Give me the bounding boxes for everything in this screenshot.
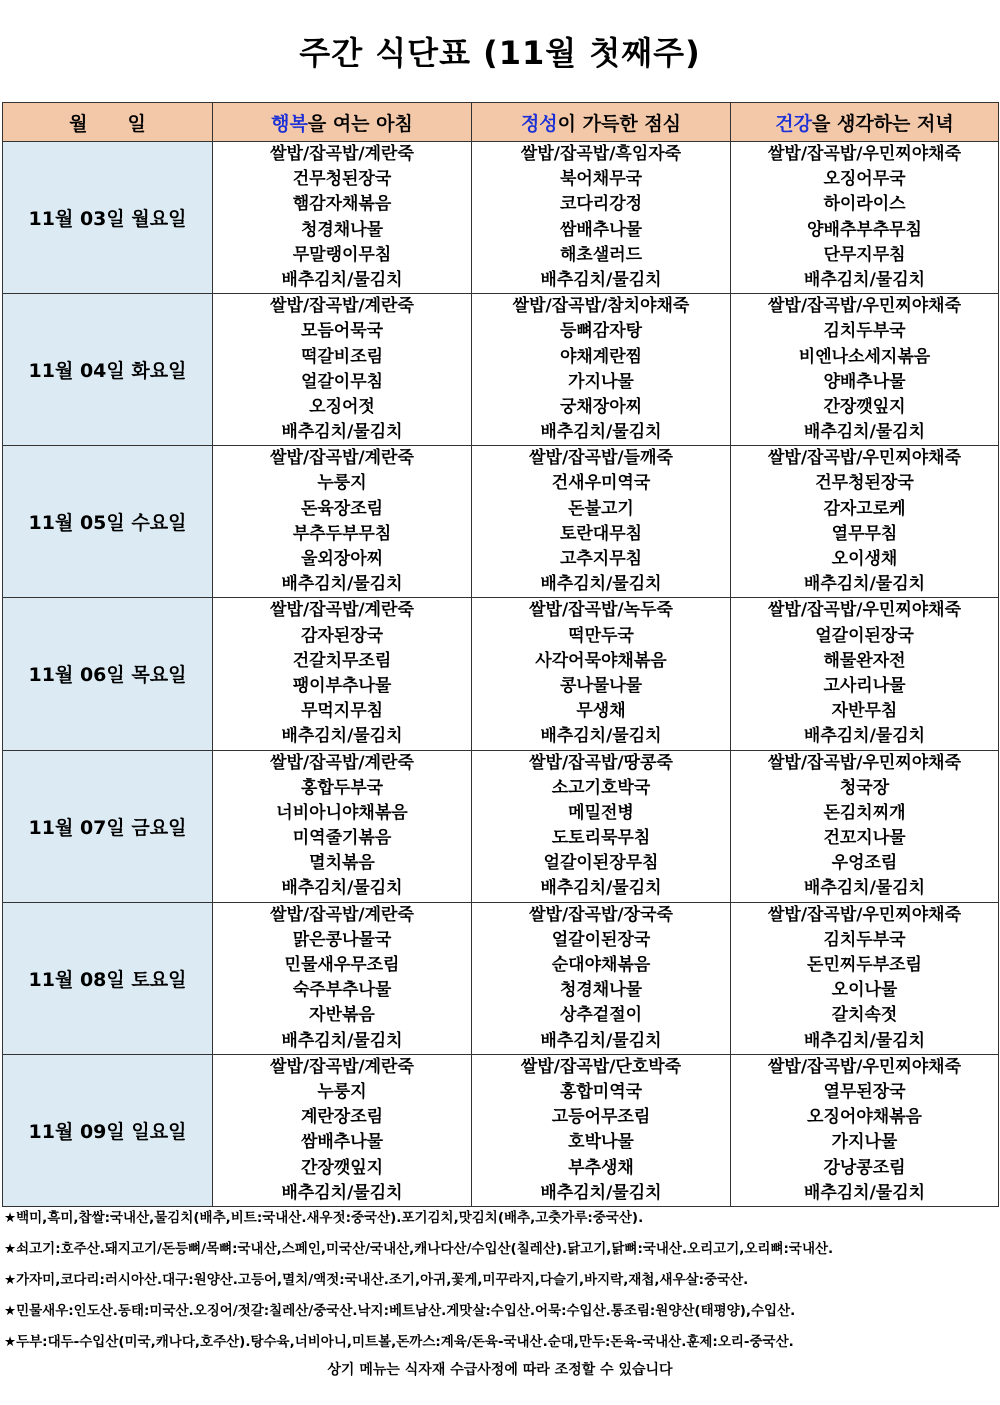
lunch-menu-item: 순대야채볶음 — [551, 955, 651, 975]
dinner-menu-item: 고사리나물 — [823, 675, 906, 696]
dinner-header-highlight: 건강 — [775, 112, 812, 135]
lunch-menu-item: 홍합미역국 — [559, 1081, 643, 1102]
lunch-menu-item: 청경채나물 — [559, 980, 643, 1001]
breakfast-menu-item: 숙주부추나물 — [292, 980, 392, 1001]
lunch-menu-item: 쌀밥/잡곡밥/단호박죽 — [520, 1056, 682, 1077]
breakfast-cell — [213, 598, 472, 750]
day-date: 11월 07일 금요일 — [3, 750, 213, 902]
breakfast-menu-item: 쌀밥/잡곡밥/계란죽 — [270, 904, 414, 925]
day-row — [3, 142, 999, 294]
day-row — [3, 902, 999, 1054]
day-date: 11월 05일 수요일 — [3, 446, 213, 598]
breakfast-cell — [213, 1054, 472, 1206]
lunch-menu-item: 상추겉절이 — [559, 1005, 643, 1026]
lunch-cell — [472, 1054, 731, 1206]
lunch-menu-item: 해초샐러드 — [559, 244, 643, 265]
breakfast-menu-item: 무말랭이무침 — [292, 244, 392, 265]
dinner-menu-item: 오이나물 — [831, 980, 898, 1001]
breakfast-menu-item: 배추김치/물김치 — [281, 1030, 403, 1051]
lunch-menu-item: 얼갈이된장무침 — [543, 853, 659, 874]
dinner-menu-item: 쌀밥/잡곡밥/우민찌야채죽 — [767, 144, 962, 164]
breakfast-menu-item: 간장깻잎지 — [300, 1157, 384, 1178]
lunch-cell — [472, 142, 731, 294]
day-row — [3, 1054, 999, 1206]
breakfast-cell — [213, 750, 472, 902]
title-area — [0, 0, 1000, 102]
dinner-menu-item: 돈민찌두부조림 — [807, 955, 922, 975]
footer-note: 상기 메뉴는 식자재 수급사정에 따라 조정할 수 있습니다 — [327, 1362, 673, 1378]
dinner-cell — [731, 1054, 999, 1206]
breakfast-header-text: 을 여는 아침 — [307, 112, 413, 135]
dinner-menu-item: 배추김치/물김치 — [803, 878, 926, 899]
lunch-cell — [472, 902, 731, 1054]
dinner-menu-item: 배추김치/물김치 — [803, 574, 926, 595]
dinner-header-text: 을 생각하는 저녁 — [812, 112, 954, 135]
dinner-menu-item: 배추김치/물김치 — [803, 1030, 926, 1051]
dinner-menu-item: 비엔나소세지볶음 — [798, 346, 931, 367]
lunch-menu-item: 떡만두국 — [568, 625, 634, 646]
breakfast-cell — [213, 294, 472, 446]
lunch-menu-item: 배추김치/물김치 — [540, 574, 662, 595]
origin-note: ★두부:대두-수입산(미국,캐나다,호주산).탕수육,너비아니,미트볼,돈까스:계육/돈육-국내산.순대,만두:돈육-국내산.훈제:오리-중국산. — [4, 1334, 794, 1350]
breakfast-menu-item: 모듬어묵국 — [300, 321, 384, 342]
dinner-menu-item: 자반무침 — [831, 701, 898, 722]
menu-body — [3, 142, 999, 1207]
dinner-menu-item: 배추김치/물김치 — [803, 422, 926, 443]
page-title: 주간 식단표 (11월 첫째주) — [299, 34, 701, 72]
dinner-menu-item: 얼갈이된장국 — [815, 625, 914, 646]
lunch-menu-item: 콩나물나물 — [559, 675, 643, 696]
lunch-menu-item: 배추김치/물김치 — [540, 878, 662, 899]
breakfast-menu-item: 부추두부무침 — [292, 523, 392, 544]
lunch-menu-item: 무생채 — [576, 701, 626, 722]
breakfast-menu-item: 배추김치/물김치 — [281, 878, 403, 899]
breakfast-menu-item: 오징어젓 — [309, 396, 375, 417]
dinner-menu-item: 양배추나물 — [823, 371, 906, 392]
dinner-menu-item: 갈치속젓 — [831, 1005, 898, 1026]
dinner-menu-item: 쌀밥/잡곡밥/우민찌야채죽 — [767, 296, 962, 317]
breakfast-menu-item: 누룽지 — [317, 1081, 367, 1102]
breakfast-menu-item: 울외장아찌 — [300, 549, 384, 569]
dinner-menu-item: 열무무침 — [831, 523, 898, 544]
day-row — [3, 750, 999, 902]
lunch-menu-item: 배추김치/물김치 — [540, 1182, 662, 1203]
breakfast-menu-item: 쌈배추나물 — [300, 1132, 384, 1153]
dinner-cell — [731, 294, 999, 446]
dinner-menu-item: 해물완자전 — [823, 650, 906, 671]
dinner-cell — [731, 598, 999, 750]
lunch-menu-item: 배추김치/물김치 — [540, 726, 662, 747]
lunch-cell — [472, 750, 731, 902]
lunch-menu-item: 쌀밥/잡곡밥/땅콩죽 — [529, 752, 673, 773]
day-date: 11월 03일 월요일 — [3, 142, 213, 294]
origin-note: ★쇠고기:호주산.돼지고기/돈등뼈/목뼈:국내산,스페인,미국산/국내산,캐나다산/수입산(칠레산).닭고기,닭뼈:국내산.오리고기,오리뼈:국내산. — [4, 1241, 834, 1257]
lunch-menu-item: 쌀밥/잡곡밥/장국죽 — [529, 904, 673, 925]
breakfast-menu-item: 멸치볶음 — [309, 853, 375, 874]
day-date: 11월 06일 목요일 — [3, 598, 213, 750]
breakfast-menu-item: 계란장조림 — [300, 1107, 384, 1128]
breakfast-menu-item: 팽이부추나물 — [292, 675, 392, 696]
dinner-menu-item: 돈김치찌개 — [823, 802, 906, 823]
dinner-menu-item: 오징어무국 — [823, 169, 906, 190]
lunch-menu-item: 메밀전병 — [568, 802, 634, 823]
dinner-menu-item: 양배추부추무침 — [807, 219, 922, 240]
breakfast-menu-item: 돈육장조림 — [300, 498, 384, 519]
lunch-menu-item: 배추김치/물김치 — [540, 1030, 662, 1051]
dinner-menu-item: 김치두부국 — [823, 929, 906, 950]
dinner-menu-item: 건무청된장국 — [815, 473, 914, 494]
dinner-cell — [731, 142, 999, 294]
lunch-menu-item: 배추김치/물김치 — [540, 269, 662, 290]
dinner-menu-item: 쌀밥/잡곡밥/우민찌야채죽 — [767, 448, 962, 469]
lunch-menu-item: 쌀밥/잡곡밥/녹두죽 — [529, 600, 673, 621]
day-date: 11월 09일 일요일 — [3, 1054, 213, 1206]
dinner-menu-item: 우엉조림 — [831, 853, 898, 874]
breakfast-menu-item: 감자된장국 — [300, 625, 384, 646]
dinner-menu-item: 쌀밥/잡곡밥/우민찌야채죽 — [767, 904, 962, 925]
lunch-menu-item: 쌀밥/잡곡밥/참치야채죽 — [512, 296, 690, 317]
day-row — [3, 294, 999, 446]
origin-note: ★백미,흑미,찹쌀:국내산,물김치(배추,비트:국내산.새우젓:중국산).포기김치,맛김치(배추,고춧가루:중국산). — [4, 1210, 644, 1226]
lunch-menu-item: 쌈배추나물 — [559, 219, 643, 240]
day-row — [3, 598, 999, 750]
breakfast-menu-item: 쌀밥/잡곡밥/계란죽 — [270, 448, 414, 469]
breakfast-menu-item: 배추김치/물김치 — [281, 726, 403, 747]
origin-note: ★민물새우:인도산.동태:미국산.오징어/젓갈:칠레산/중국산.낙지:베트남산.게맛살:수입산.어묵:수입산.통조림:원양산(태평양),수입산. — [4, 1303, 796, 1319]
lunch-menu-item: 고등어무조림 — [551, 1107, 651, 1128]
breakfast-menu-item: 배추김치/물김치 — [281, 1182, 403, 1203]
lunch-menu-item: 북어채무국 — [559, 169, 643, 190]
breakfast-menu-item: 누룽지 — [317, 473, 367, 494]
lunch-menu-item: 등뼈감자탕 — [559, 321, 643, 342]
breakfast-header-highlight: 행복 — [271, 112, 308, 135]
breakfast-menu-item: 배추김치/물김치 — [281, 574, 403, 595]
lunch-menu-item: 궁채장아찌 — [559, 396, 643, 417]
dinner-menu-item: 강낭콩조림 — [823, 1157, 906, 1178]
dinner-menu-item: 청국장 — [839, 777, 890, 798]
lunch-menu-item: 토란대무침 — [559, 523, 643, 544]
dinner-menu-item: 하이라이스 — [823, 194, 906, 215]
lunch-menu-item: 쌀밥/잡곡밥/들깨죽 — [529, 448, 673, 469]
dinner-menu-item: 김치두부국 — [823, 321, 906, 342]
origin-notes — [4, 1203, 998, 1358]
lunch-menu-item: 야채계란찜 — [559, 346, 643, 367]
breakfast-menu-item: 너비아니야채볶음 — [276, 802, 408, 823]
lunch-header-text: 이 가득한 점심 — [557, 112, 682, 135]
lunch-cell — [472, 294, 731, 446]
lunch-menu-item: 코다리강정 — [559, 194, 643, 215]
dinner-menu-item: 오이생채 — [831, 549, 898, 569]
menu-table — [2, 102, 999, 1207]
dinner-menu-item: 쌀밥/잡곡밥/우민찌야채죽 — [767, 600, 962, 621]
lunch-menu-item: 고추지무침 — [559, 549, 643, 569]
day-date: 11월 08일 토요일 — [3, 902, 213, 1054]
breakfast-menu-item: 쌀밥/잡곡밥/계란죽 — [270, 600, 414, 621]
lunch-menu-item: 소고기호박국 — [551, 777, 651, 798]
header-row — [3, 103, 999, 142]
breakfast-cell — [213, 902, 472, 1054]
lunch-cell — [472, 446, 731, 598]
dinner-menu-item: 배추김치/물김치 — [803, 726, 926, 747]
lunch-menu-item: 사각어묵야채볶음 — [535, 650, 667, 671]
breakfast-menu-item: 홍합두부국 — [300, 777, 384, 798]
dinner-cell — [731, 902, 999, 1054]
dinner-menu-item: 오징어야채볶음 — [807, 1107, 922, 1128]
breakfast-menu-item: 배추김치/물김치 — [281, 269, 403, 290]
breakfast-menu-item: 쌀밥/잡곡밥/계란죽 — [270, 296, 414, 317]
lunch-menu-item: 호박나물 — [568, 1132, 634, 1153]
breakfast-menu-item: 햄감자채볶음 — [292, 194, 392, 215]
lunch-menu-item: 배추김치/물김치 — [540, 422, 662, 443]
breakfast-menu-item: 미역줄기볶음 — [292, 828, 392, 849]
dinner-cell — [731, 446, 999, 598]
dinner-cell — [731, 750, 999, 902]
lunch-cell — [472, 598, 731, 750]
breakfast-menu-item: 쌀밥/잡곡밥/계란죽 — [270, 752, 414, 773]
breakfast-column-header — [213, 103, 472, 142]
breakfast-menu-item: 배추김치/물김치 — [281, 422, 403, 443]
lunch-menu-item: 돈불고기 — [568, 498, 634, 519]
dinner-menu-item: 배추김치/물김치 — [803, 269, 926, 290]
dinner-menu-item: 건꼬지나물 — [823, 828, 906, 849]
dinner-menu-item: 열무된장국 — [823, 1081, 906, 1102]
lunch-menu-item: 건새우미역국 — [551, 473, 651, 494]
lunch-menu-item: 얼갈이된장국 — [551, 929, 651, 950]
dinner-menu-item: 감자고로케 — [823, 498, 906, 519]
lunch-header-highlight: 정성 — [520, 112, 558, 135]
breakfast-menu-item: 무먹지무침 — [300, 701, 384, 722]
dinner-column-header — [731, 103, 999, 142]
breakfast-menu-item: 쌀밥/잡곡밥/계란죽 — [270, 144, 414, 164]
lunch-menu-item: 부추생채 — [568, 1157, 634, 1178]
dinner-menu-item: 쌀밥/잡곡밥/우민찌야채죽 — [767, 752, 962, 773]
dinner-menu-item: 쌀밥/잡곡밥/우민찌야채죽 — [767, 1056, 962, 1077]
breakfast-menu-item: 건갈치무조림 — [292, 650, 392, 671]
breakfast-menu-item: 청경채나물 — [300, 219, 384, 240]
day-row — [3, 446, 999, 598]
dinner-menu-item: 간장깻잎지 — [823, 396, 906, 417]
breakfast-cell — [213, 142, 472, 294]
lunch-menu-item: 쌀밥/잡곡밥/흑임자죽 — [520, 144, 682, 164]
lunch-column-header — [472, 103, 731, 142]
day-date: 11월 04일 화요일 — [3, 294, 213, 446]
lunch-menu-item: 도토리묵무침 — [551, 828, 651, 849]
breakfast-menu-item: 자반볶음 — [309, 1005, 375, 1026]
breakfast-menu-item: 건무청된장국 — [292, 169, 392, 190]
lunch-menu-item: 가지나물 — [568, 371, 634, 392]
dinner-menu-item: 배추김치/물김치 — [803, 1182, 926, 1203]
breakfast-menu-item: 맑은콩나물국 — [292, 929, 392, 950]
dinner-menu-item: 가지나물 — [831, 1132, 898, 1153]
date-column-header: 월일 — [3, 103, 213, 142]
breakfast-menu-item: 얼갈이무침 — [300, 371, 384, 392]
breakfast-cell — [213, 446, 472, 598]
breakfast-menu-item: 쌀밥/잡곡밥/계란죽 — [270, 1056, 414, 1077]
origin-note: ★가자미,코다리:러시아산.대구:원양산.고등어,멸치/액젓:국내산.조기,아귀,꽃게,미꾸라지,다슬기,바지락,재첩,새우살:중국산. — [4, 1272, 749, 1288]
breakfast-menu-item: 떡갈비조림 — [300, 346, 384, 367]
dinner-menu-item: 단무지무침 — [823, 244, 906, 265]
breakfast-menu-item: 민물새우무조림 — [284, 955, 400, 975]
